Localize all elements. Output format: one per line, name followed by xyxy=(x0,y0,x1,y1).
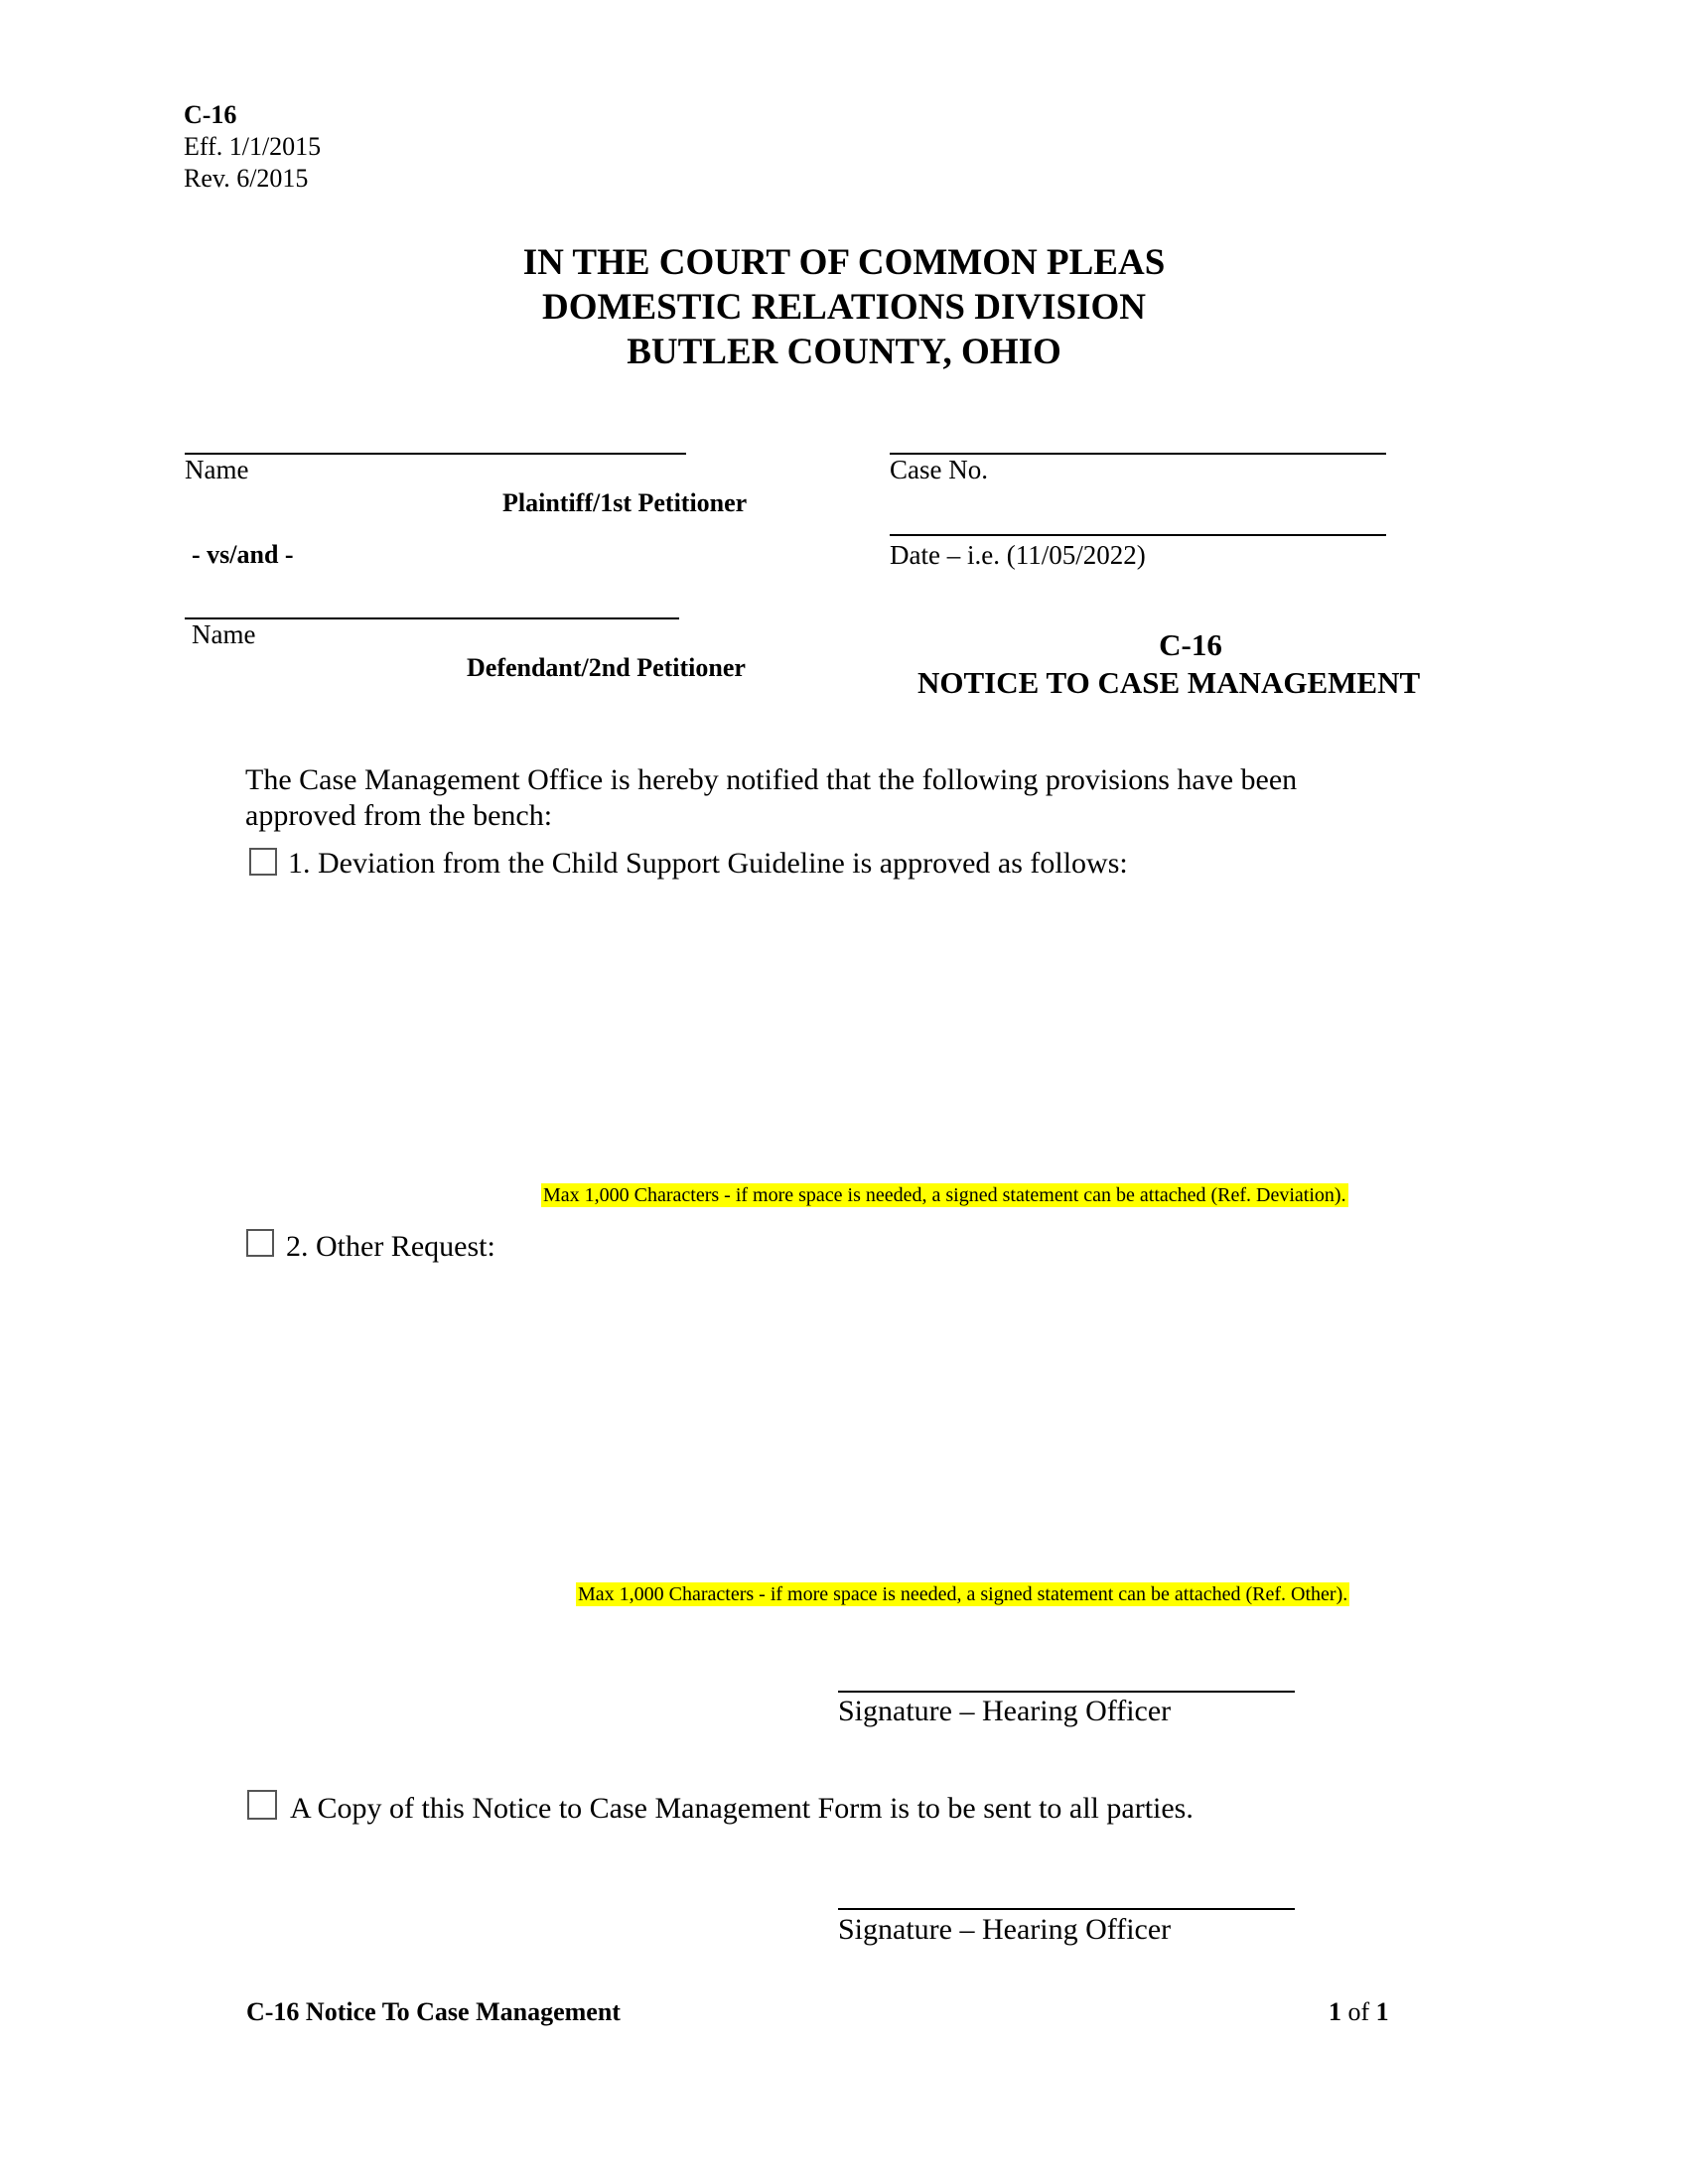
deviation-text-area[interactable] xyxy=(288,891,1434,1183)
plaintiff-name-input[interactable] xyxy=(185,415,690,453)
defendant-name-label: Name xyxy=(192,619,256,649)
form-code-heading: C-16 xyxy=(1159,627,1222,662)
signature-label-1: Signature – Hearing Officer xyxy=(838,1695,1172,1727)
page-current: 1 xyxy=(1329,1997,1341,2026)
page-number xyxy=(1329,1997,1389,2027)
copy-to-parties-checkbox[interactable] xyxy=(247,1790,277,1820)
court-county: BUTLER COUNTY, OHIO xyxy=(627,332,1061,372)
signature-line-2[interactable] xyxy=(838,1908,1295,1910)
other-request-text-area[interactable] xyxy=(288,1277,1434,1578)
effective-date: Eff. 1/1/2015 xyxy=(184,132,322,161)
court-name: IN THE COURT OF COMMON PLEAS xyxy=(522,242,1166,283)
footer-title: C-16 Notice To Case Management xyxy=(246,1997,621,2026)
form-title: NOTICE TO CASE MANAGEMENT xyxy=(917,665,1421,700)
other-character-limit-note: Max 1,000 Characters - if more space is needed, a signed statement can be attached (Ref. Other). xyxy=(578,1583,1348,1605)
deviation-checkbox[interactable] xyxy=(249,848,277,876)
deviation-character-limit-note: Max 1,000 Characters - if more space is needed, a signed statement can be attached (Ref. Deviation). xyxy=(543,1184,1346,1206)
plaintiff-role-label: Plaintiff/1st Petitioner xyxy=(502,488,748,517)
other-request-label: 2. Other Request: xyxy=(286,1230,495,1263)
signature-line-1[interactable] xyxy=(838,1691,1295,1693)
case-number-input[interactable] xyxy=(890,415,1390,453)
court-division: DOMESTIC RELATIONS DIVISION xyxy=(542,287,1146,328)
signature-label-2: Signature – Hearing Officer xyxy=(838,1913,1172,1946)
other-request-checkbox[interactable] xyxy=(246,1229,274,1257)
plaintiff-name-line xyxy=(185,453,686,455)
plaintiff-name-label: Name xyxy=(185,455,249,484)
defendant-name-input[interactable] xyxy=(185,580,683,617)
revision-date: Rev. 6/2015 xyxy=(184,164,309,193)
deviation-label: 1. Deviation from the Child Support Guideline is approved as follows: xyxy=(288,847,1128,880)
page-of: of xyxy=(1341,1997,1376,2026)
intro-text: The Case Management Office is hereby notified that the following provisions have been approved from the bench: xyxy=(245,763,1298,832)
case-number-label: Case No. xyxy=(890,455,988,484)
date-label: Date – i.e. (11/05/2022) xyxy=(890,540,1146,570)
copy-notice-label: A Copy of this Notice to Case Management Form is to be sent to all parties. xyxy=(290,1792,1194,1825)
date-line xyxy=(890,534,1386,536)
page-total: 1 xyxy=(1375,1997,1389,2026)
defendant-role-label: Defendant/2nd Petitioner xyxy=(467,653,746,682)
date-input[interactable] xyxy=(890,496,1390,534)
form-code: C-16 xyxy=(184,100,237,129)
defendant-name-line xyxy=(185,617,679,619)
versus-label: - vs/and - xyxy=(192,540,294,569)
